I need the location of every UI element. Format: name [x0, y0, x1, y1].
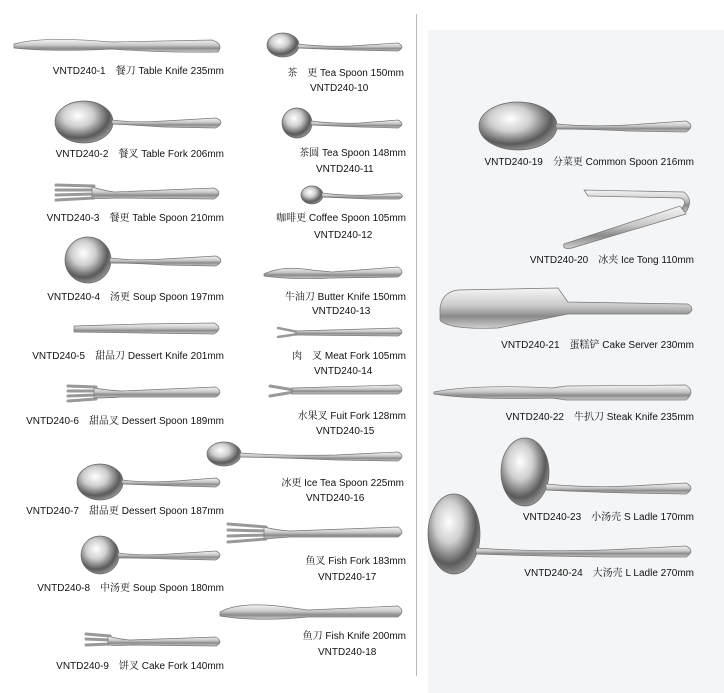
caption-24: VNTD240-24 大汤壳 L Ladle 270mm [524, 568, 694, 579]
coffee-spoon-image [300, 184, 406, 206]
fish-knife-image [218, 600, 406, 626]
caption-19: VNTD240-19 分菜更 Common Spoon 216mm [484, 157, 694, 168]
caption-18-code: VNTD240-18 [318, 647, 377, 658]
butter-knife-image [262, 262, 406, 284]
fish-fork-image [226, 520, 406, 548]
caption-14-name: 肉 叉 Meat Fork 105mm [292, 351, 406, 362]
dessert-knife-image [72, 320, 224, 340]
caption-10-code: VNTD240-10 [310, 83, 369, 94]
cake-server-image [438, 286, 696, 334]
caption-22: VNTD240-22 牛扒刀 Steak Knife 235mm [505, 412, 694, 423]
caption-13-code: VNTD240-13 [312, 306, 371, 317]
caption-2: VNTD240-2 餐叉 Table Fork 206mm [55, 149, 224, 160]
caption-12-code: VNTD240-12 [314, 230, 373, 241]
soup-spoon-image [64, 236, 224, 284]
caption-18-name: 鱼刀 Fish Knife 200mm [302, 631, 406, 642]
caption-21: VNTD240-21 蛋糕铲 Cake Server 230mm [501, 340, 694, 351]
caption-13-name: 牛油刀 Butter Knife 150mm [284, 292, 406, 303]
large-ladle-image [426, 492, 696, 578]
caption-17-name: 鱼叉 Fish Fork 183mm [305, 556, 406, 567]
caption-15-code: VNTD240-15 [316, 426, 375, 437]
caption-23: VNTD240-23 小汤壳 S Ladle 170mm [522, 512, 694, 523]
caption-11-code: VNTD240-11 [316, 164, 374, 175]
ice-tea-spoon-image [206, 440, 406, 470]
dessert-fork-image [66, 380, 224, 406]
caption-20: VNTD240-20 冰夹 Ice Tong 110mm [529, 255, 694, 266]
caption-11-name: 茶圆 Tea Spoon 148mm [299, 148, 406, 159]
table-fork-image [54, 100, 224, 144]
dessert-spoon-image [76, 462, 224, 502]
caption-16-name: 冰更 Ice Tea Spoon 225mm [281, 478, 404, 489]
column-divider [416, 14, 417, 676]
caption-16-code: VNTD240-16 [306, 493, 365, 504]
caption-5: VNTD240-5 甜品刀 Dessert Knife 201mm [32, 351, 224, 362]
caption-1: VNTD240-1 餐刀 Table Knife 235mm [52, 66, 224, 77]
tea-spoon-image [266, 32, 406, 62]
caption-6: VNTD240-6 甜品叉 Dessert Spoon 189mm [26, 416, 224, 427]
caption-14-code: VNTD240-14 [314, 366, 373, 377]
caption-8: VNTD240-8 中汤更 Soup Spoon 180mm [37, 583, 224, 594]
small-soup-spoon-image [80, 534, 224, 576]
cake-fork-image [84, 630, 224, 654]
caption-10-name: 茶 更 Tea Spoon 150mm [287, 68, 404, 79]
common-spoon-image [478, 100, 696, 152]
meat-fork-image [276, 324, 406, 342]
caption-17-code: VNTD240-17 [318, 572, 377, 583]
ice-tong-image [562, 186, 696, 252]
table-knife-image [12, 34, 224, 60]
caption-7: VNTD240-7 甜品更 Dessert Spoon 187mm [26, 506, 224, 517]
table-spoon-image [54, 182, 224, 206]
round-tea-spoon-image [280, 108, 406, 140]
fruit-fork-image [268, 380, 406, 402]
caption-15-name: 水果叉 Fuit Fork 128mm [297, 411, 406, 422]
caption-4: VNTD240-4 汤更 Soup Spoon 197mm [47, 292, 224, 303]
steak-knife-image [432, 380, 696, 410]
caption-12-name: 咖啡更 Coffee Spoon 105mm [276, 213, 406, 224]
caption-3: VNTD240-3 餐更 Table Spoon 210mm [46, 213, 224, 224]
caption-9: VNTD240-9 饼叉 Cake Fork 140mm [56, 661, 224, 672]
